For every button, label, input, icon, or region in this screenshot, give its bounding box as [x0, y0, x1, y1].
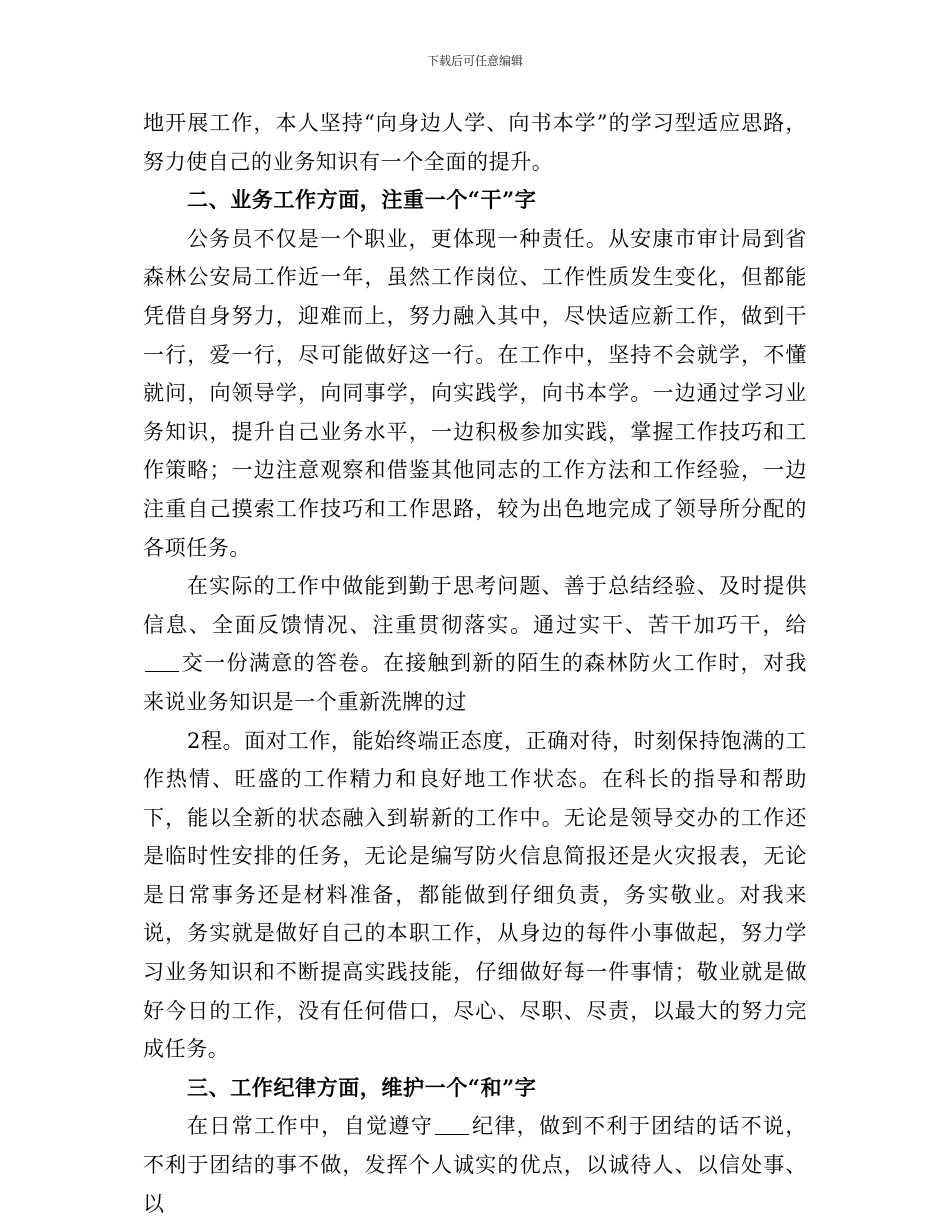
section-heading-work-discipline: 三、工作纪律方面，维护一个“和”字: [187, 1074, 537, 1100]
paragraph-daily-work: [143, 1107, 807, 1223]
paragraph-continuation: 地开展工作，本人坚持“向身边人学、向书本学”的学习型适应思路，努力使自己的业务知识有一个全面的提升。: [143, 111, 807, 174]
paragraph-actual-work: [143, 567, 807, 721]
paragraph-work-attitude: 2程。面对工作，能始终端正态度，正确对待，时刻保持饱满的工作热情、旺盛的工作精力和良好地工作状态。在科长的指导和帮助下，能以全新的状态融入到崭新的工作中。无论是领导交办的工作还是临时性安排的任务，无论是编写防火信息简报还是火灾报表，无论是日常事务还是材料准备，都能做到仔细负责，务实敬业。对我来说，务实就是做好自己的本职工作，从身边的每件小事做起，努力学习业务知识和不断提高实践技能，仔细做好每一件事情；敬业就是做好今日的工作，没有任何借口，尽心、尽职、尽责，以最大的努力完成任务。: [143, 728, 807, 1062]
paragraph-text-before-blank: 在实际的工作中做能到勤于思考问题、善于总结经验、及时提供信息、全面反馈情况、注重贯彻落实。通过实干、苦干加巧干，给: [143, 574, 807, 637]
fill-in-blank: [145, 651, 179, 672]
section-heading-business-work: 二、业务工作方面，注重一个“干”字: [187, 187, 537, 213]
page-header: 下载后可任意编辑: [426, 54, 523, 68]
document-body: [143, 104, 807, 1223]
fill-in-blank: [435, 1114, 469, 1135]
paragraph-text-after-blank: 交一份满意的答卷。在接触到新的陌生的森林防火工作时，对我来说业务知识是一个重新洗牌的过: [143, 651, 807, 714]
paragraph-text-before-blank: 在日常工作中，自觉遵守: [187, 1114, 434, 1139]
paragraph-civil-servant: 公务员不仅是一个职业，更体现一种责任。从安康市审计局到省森林公安局工作近一年，虽然工作岗位、工作性质发生变化，但都能凭借自身努力，迎难而上，努力融入其中，尽快适应新工作，做到干一行，爱一行，尽可能做好这一行。在工作中，坚持不会就学，不懂就问，向领导学，向同事学，向实践学，向书本学。一边通过学习业务知识，提升自己业务水平，一边积极参加实践，掌握工作技巧和工作策略；一边注意观察和借鉴其他同志的工作方法和工作经验，一边注重自己摸索工作技巧和工作思路，较为出色地完成了领导所分配的各项任务。: [143, 226, 807, 560]
paragraph-text-after-blank: 纪律，做到不利于团结的话不说，不利于团结的事不做，发挥个人诚实的优点，以诚待人、以信处事、以: [143, 1114, 807, 1216]
